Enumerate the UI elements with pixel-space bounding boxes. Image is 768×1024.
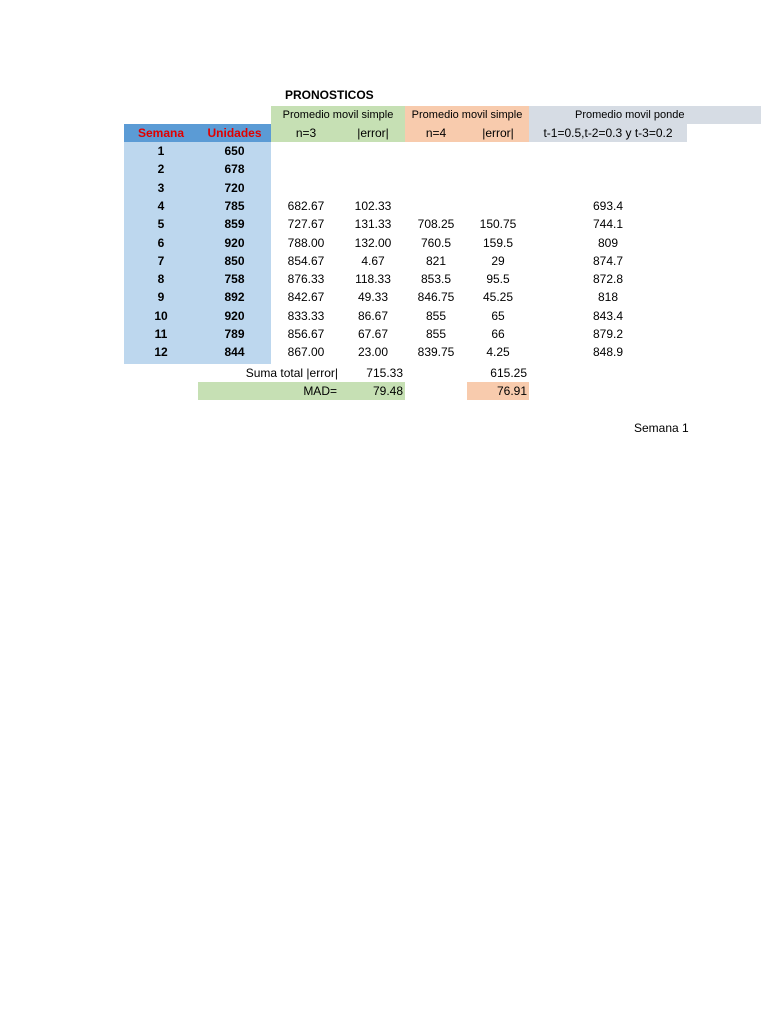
group-header-sma4[interactable]: Promedio movil simple: [405, 106, 529, 124]
cell-forecast-weighted[interactable]: 872.8: [592, 272, 624, 287]
cell-error-n3[interactable]: 118.33: [355, 272, 391, 287]
cell-semana[interactable]: 5: [157, 217, 165, 232]
cell-semana[interactable]: 2: [157, 162, 165, 177]
cell-forecast-n3[interactable]: 833.33: [287, 308, 325, 323]
header-n3[interactable]: n=3: [271, 124, 341, 142]
cell-forecast-n4[interactable]: [405, 179, 467, 197]
cell-forecast-n3[interactable]: [271, 142, 341, 160]
cell-error-n4[interactable]: 159.5: [482, 235, 514, 250]
cell-error-n3[interactable]: [341, 142, 405, 160]
cell-forecast-weighted[interactable]: 843.4: [592, 308, 624, 323]
cell-unidades[interactable]: 785: [224, 198, 245, 213]
cell-forecast-weighted[interactable]: 848.9: [592, 345, 624, 360]
total-error-2[interactable]: 615.25: [490, 366, 527, 380]
cell-error-n4[interactable]: 65: [491, 308, 505, 323]
cell-forecast-weighted[interactable]: 879.2: [592, 327, 624, 341]
cell-unidades[interactable]: 720: [224, 180, 245, 195]
cell-semana[interactable]: 11: [154, 327, 168, 341]
group-header-weighted[interactable]: Promedio movil ponde: [529, 106, 761, 124]
cell-error-n4[interactable]: [467, 179, 529, 197]
cell-forecast-n3[interactable]: 856.67: [287, 327, 325, 341]
cell-unidades[interactable]: 920: [224, 308, 245, 323]
cell-forecast-n4[interactable]: 821: [425, 253, 447, 268]
cell-unidades[interactable]: 844: [224, 345, 245, 360]
cell-error-n3[interactable]: 86.67: [357, 308, 389, 323]
cell-forecast-n3[interactable]: 842.67: [287, 290, 325, 305]
cell-error-n4[interactable]: 45.25: [482, 290, 514, 305]
cell-forecast-weighted[interactable]: 874.7: [592, 253, 624, 268]
cell-forecast-n4[interactable]: 855: [425, 327, 447, 341]
cell-forecast-n4[interactable]: 853.5: [420, 272, 452, 287]
cell-unidades[interactable]: 859: [224, 217, 245, 232]
cell-forecast-n3[interactable]: 876.33: [287, 272, 325, 287]
cell-forecast-n3[interactable]: [271, 160, 341, 178]
cell-error-n3[interactable]: [341, 179, 405, 197]
cell-semana[interactable]: 9: [157, 290, 165, 305]
cell-error-n3[interactable]: 4.67: [361, 253, 385, 268]
cell-unidades[interactable]: 678: [224, 162, 245, 177]
cell-error-n3[interactable]: 131.33: [354, 217, 392, 232]
cell-forecast-n4[interactable]: 760.5: [420, 235, 452, 250]
cell-semana[interactable]: 6: [157, 235, 165, 250]
cell-unidades[interactable]: 920: [224, 235, 245, 250]
cell-forecast-weighted[interactable]: [529, 179, 687, 197]
cell-error-n4[interactable]: [467, 197, 529, 215]
header-error-1[interactable]: |error|: [341, 124, 405, 142]
cell-forecast-n3[interactable]: 867.00: [287, 345, 325, 360]
cell-error-n4[interactable]: 4.25: [486, 345, 510, 360]
cell-unidades[interactable]: 892: [224, 290, 245, 305]
cell-forecast-n3[interactable]: 788.00: [287, 235, 325, 250]
cell-unidades[interactable]: 758: [224, 272, 245, 287]
cell-forecast-weighted[interactable]: [529, 142, 687, 160]
cell-forecast-n4[interactable]: [405, 197, 467, 215]
cell-error-n3[interactable]: [341, 160, 405, 178]
semana-1-label[interactable]: Semana 1: [634, 421, 689, 435]
mad-value-1[interactable]: 79.48: [341, 382, 405, 400]
cell-error-n4[interactable]: 66: [491, 327, 505, 341]
cell-forecast-n4[interactable]: 839.75: [417, 345, 455, 360]
cell-semana[interactable]: 10: [154, 308, 168, 323]
cell-forecast-n4[interactable]: 708.25: [417, 217, 455, 232]
cell-forecast-n3[interactable]: 727.67: [287, 217, 325, 232]
header-n4[interactable]: n=4: [405, 124, 467, 142]
cell-error-n3[interactable]: 102.33: [354, 198, 392, 213]
cell-unidades[interactable]: 789: [224, 327, 245, 341]
cell-error-n4[interactable]: [467, 142, 529, 160]
cell-error-n3[interactable]: 49.33: [357, 290, 389, 305]
cell-error-n3[interactable]: 67.67: [357, 327, 389, 341]
cell-forecast-n4[interactable]: [405, 142, 467, 160]
cell-semana[interactable]: 8: [157, 272, 165, 287]
cell-forecast-weighted[interactable]: 693.4: [592, 198, 624, 213]
header-error-2[interactable]: |error|: [467, 124, 529, 142]
cell-error-n4[interactable]: 29: [491, 253, 505, 268]
cell-semana[interactable]: 7: [157, 253, 165, 268]
header-semana[interactable]: Semana: [124, 124, 198, 142]
cell-forecast-n4[interactable]: 855: [425, 308, 447, 323]
cell-semana[interactable]: 3: [157, 180, 165, 195]
cell-semana[interactable]: 12: [154, 345, 168, 360]
header-weights[interactable]: t-1=0.5,t-2=0.3 y t-3=0.2: [529, 124, 687, 142]
cell-error-n3[interactable]: 132.00: [354, 235, 392, 250]
group-header-sma3[interactable]: Promedio movil simple: [271, 106, 405, 124]
header-unidades[interactable]: Unidades: [198, 124, 271, 142]
cell-error-n4[interactable]: 150.75: [479, 217, 517, 232]
cell-forecast-weighted[interactable]: [529, 160, 687, 178]
cell-forecast-n3[interactable]: 854.67: [287, 253, 325, 268]
cell-forecast-weighted[interactable]: 818: [597, 290, 619, 305]
total-error-1[interactable]: 715.33: [366, 366, 403, 380]
cell-error-n4[interactable]: [467, 160, 529, 178]
cell-unidades[interactable]: 650: [224, 144, 245, 158]
cell-forecast-weighted[interactable]: 809: [597, 235, 619, 250]
cell-error-n4[interactable]: 95.5: [486, 272, 510, 287]
mad-value-2[interactable]: 76.91: [467, 382, 529, 400]
cell-unidades[interactable]: 850: [224, 253, 245, 268]
cell-forecast-weighted[interactable]: 744.1: [592, 217, 624, 232]
cell-error-n3[interactable]: 23.00: [357, 345, 389, 360]
total-label[interactable]: Suma total |error|: [245, 366, 338, 380]
cell-semana[interactable]: 4: [157, 198, 165, 213]
cell-forecast-n4[interactable]: 846.75: [417, 290, 455, 305]
sheet-title[interactable]: PRONOSTICOS: [285, 88, 374, 102]
cell-semana[interactable]: 1: [157, 144, 165, 158]
cell-forecast-n3[interactable]: [271, 179, 341, 197]
cell-forecast-n4[interactable]: [405, 160, 467, 178]
cell-forecast-n3[interactable]: 682.67: [287, 198, 325, 213]
mad-label[interactable]: MAD=: [198, 382, 341, 400]
